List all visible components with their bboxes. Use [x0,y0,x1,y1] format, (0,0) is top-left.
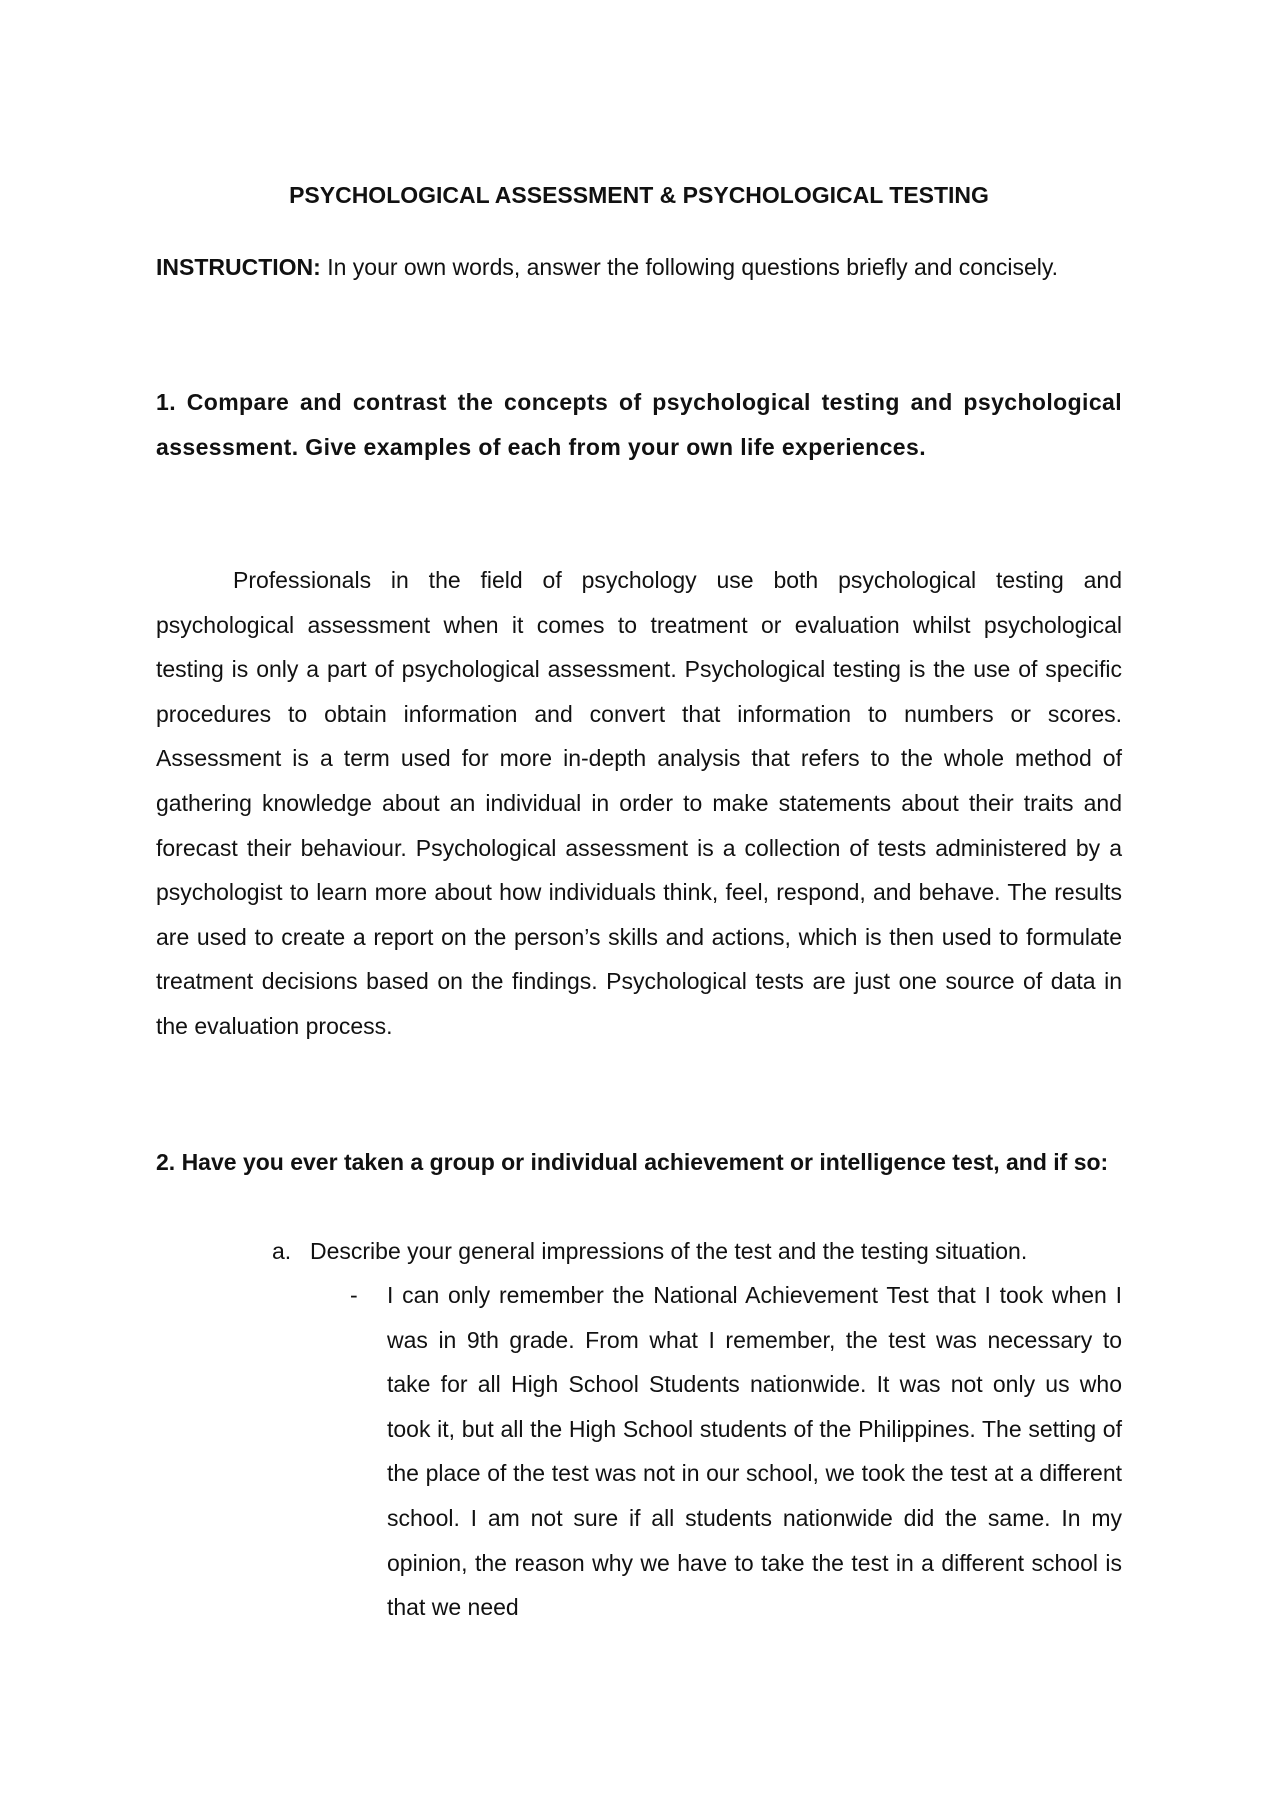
instruction-paragraph [156,245,1122,290]
bullet-answer-text: I can only remember the National Achievement Test that I took when I was in 9th grade. From what I remember, the test was necessary to take for all High School Students nationwide. It was not only us who took it, but all the High School students of the Philippines. The setting of the place of the test was not in our school, we took the test at a different school. I am not sure if all students nationwide did the same. In my opinion, the reason why we have to take the test in a different school is that we need [387,1282,1122,1621]
question-1-heading: 1. Compare and contrast the concepts of psychological testing and psychological assessment. Give examples of each from your own life experiences. [156,389,1122,460]
instruction-text: In your own words, answer the following questions briefly and concisely. [320,254,1059,280]
question-2-heading: 2. Have you ever taken a group or individual achievement or intelligence test, and if so: [156,1149,1109,1175]
dash-bullet-icon: - [350,1282,358,1308]
instruction-label: INSTRUCTION: [156,254,321,280]
sub-item-marker: a. [272,1238,292,1264]
question-1-answer: Professionals in the field of psychology use both psychological testing and psychological assessment when it comes to treatment or evaluation whilst psychological testing is only a part of psychological assessment. Psychological testing is the use of specific procedures to obtain information and convert that information to numbers or scores. Assessment is a term used for more in-depth analysis that refers to the whole method of gathering knowledge about an individual in order to make statements about their traits and forecast their behaviour. Psychological assessment is a collection of tests administered by a psychologist to learn more about how individuals think, feel, respond, and behave. The results are used to create a report on the person’s skills and actions, which is then used to formulate treatment decisions based on the findings. Psychological tests are just one source of data in the evaluation process. [156,567,1122,1039]
sub-item-text: Describe your general impressions of the test and the testing situation. [310,1238,1028,1264]
document-title: PSYCHOLOGICAL ASSESSMENT & PSYCHOLOGICAL TESTING [289,182,989,208]
